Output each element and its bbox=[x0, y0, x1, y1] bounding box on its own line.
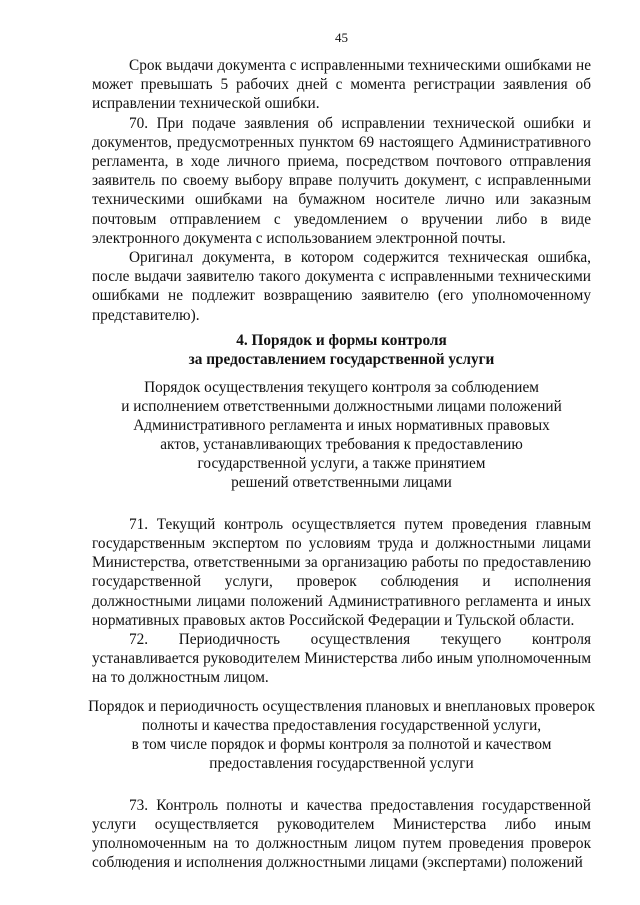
subsection-line: Административного регламента и иных нормативных правовых bbox=[133, 416, 550, 434]
section-title-line: 4. Порядок и формы контроля bbox=[236, 331, 447, 349]
subsection-line: предоставления государственной услуги bbox=[209, 754, 474, 772]
subsection-line: в том числе порядок и формы контроля за полнотой и качеством bbox=[131, 735, 552, 753]
page-number: 45 bbox=[335, 30, 348, 45]
subsection-line: Порядок осуществления текущего контроля за соблюдением bbox=[144, 378, 539, 396]
subsection-line: актов, устанавливающих требования к предоставлению bbox=[160, 435, 523, 453]
section-title bbox=[92, 331, 591, 369]
subsection-line: и исполнением ответственными должностными лицами положений bbox=[121, 397, 562, 415]
paragraph-70: 70. При подаче заявления об исправлении технической ошибки и документов, предусмотренных пунктом 69 настоящего Административного регламента, в ходе личного приема, посредством почтового отправления заявитель по своему выбору вправе получить документ, с исправленными техническими ошибками на бумажном носителе лично или заказным почтовым отправлением с уведомлением о вручении либо в виде электронного документа с использованием электронной почты. bbox=[92, 114, 591, 247]
paragraph-deadline: Срок выдачи документа с исправленными техническими ошибками не может превышать 5 рабочих дней с момента регистрации заявления об исправлении технической ошибки. bbox=[92, 57, 591, 113]
paragraph-71: 71. Текущий контроль осуществляется путем проведения главным государственным экспертом по условиям труда и должностными лицами Министерства, ответственными за организацию работы по предоставлению государственной услуги, проверок соблюдения и исполнения должностными лицами положений Административного регламента и иных нормативных правовых актов Российской Федерации и Тульской области. bbox=[92, 515, 591, 629]
subsection-line: Порядок и периодичность осуществления плановых и внеплановых проверок bbox=[88, 697, 595, 715]
subsection-heading-current-control bbox=[92, 378, 591, 492]
section-title-line: за предоставлением государственной услуги bbox=[188, 350, 495, 368]
paragraph-original: Оригинал документа, в котором содержится техническая ошибка, после выдачи заявителю такого документа с исправленными техническими ошибками не подлежит возвращению заявителю (его уполномоченному представителю). bbox=[92, 249, 591, 324]
paragraph-72: 72. Периодичность осуществления текущего контроля устанавливается руководителем Министерства либо иным уполномоченным на то должностным лицом. bbox=[92, 631, 591, 687]
paragraph-73: 73. Контроль полноты и качества предоставления государственной услуги осуществляется руководителем Министерства либо иным уполномоченным на то должностным лицом путем проведения проверок соблюдения и исполнения должностными лицами (экспертами) положений bbox=[92, 796, 591, 872]
subsection-line: государственной услуги, а также принятием bbox=[197, 454, 486, 472]
subsection-heading-inspections bbox=[80, 697, 603, 773]
subsection-line: полноты и качества предоставления государственной услуги, bbox=[141, 716, 542, 734]
subsection-line: решений ответственными лицами bbox=[231, 473, 452, 491]
